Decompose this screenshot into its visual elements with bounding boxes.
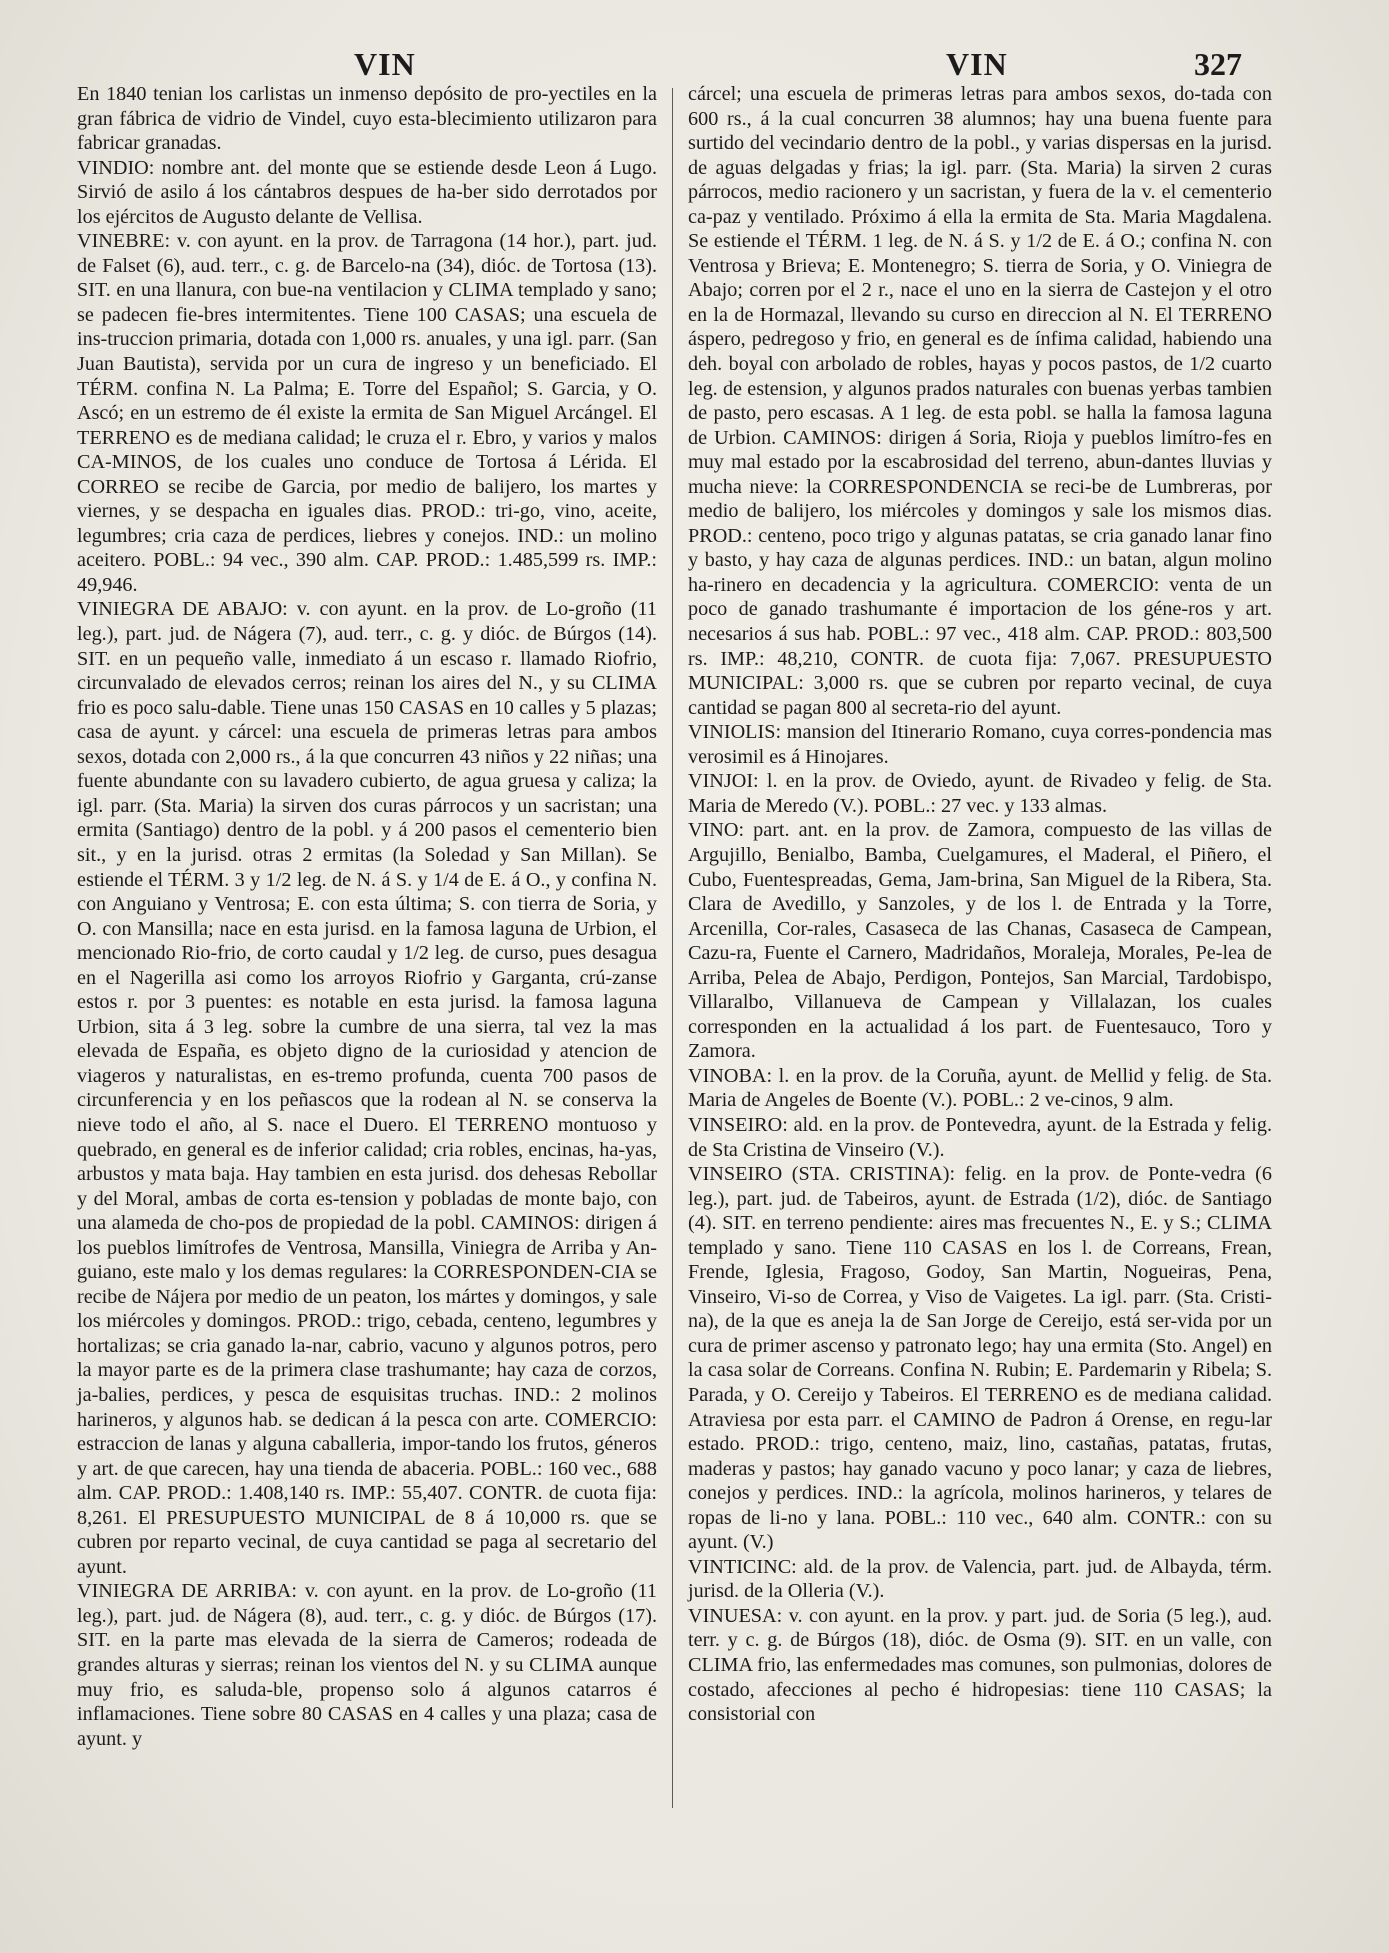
entry-paragraph: VINO: part. ant. en la prov. de Zamora, compuesto de las villas de Argujillo, Benialbo, Bamba, Cuelgamures, el Maderal, el Piñero, el Cubo, Fuentespreadas, Gema, Jam-brina, San Miguel de la Ribera, Sta. Clara de Avedillo, y Sanzoles, y de los l. de Entrada y la Torre, Arcenilla, Cor-rales, Casaseca de las Chanas, Casaseca de Campean, Cazu-ra, Fuente el Carnero, Madridaños, Moraleja, Morales, Pe-lea de Arriba, Pelea de Abajo, Perdigon, Pontejos, San Marcial, Tardobispo, Villaralbo, Villanueva de Campean y Villalazan, los cuales corresponden en la actualidad á los part. de Fuentesauco, Toro y Zamora. <box>688 819 1272 1063</box>
entry-paragraph: VINJOI: l. en la prov. de Oviedo, ayunt. de Rivadeo y felig. de Sta. Maria de Meredo (V.). POBL.: 27 vec. y 133 almas. <box>688 770 1272 817</box>
entry-paragraph: VINIEGRA DE ABAJO: v. con ayunt. en la prov. de Lo-groño (11 leg.), part. jud. de Nágera (7), aud. terr., c. g. y dióc. de Búrgos (14). SIT. en un pequeño valle, inmediato á un escaso r. llamado Riofrio, circunvalado de elevados cerros; reinan los aires del N., y su CLIMA frio es poco salu-dable. Tiene unas 150 CASAS en 10 calles y 5 plazas; casa de ayunt. y cárcel: una escuela de primeras letras para ambos sexos, dotada con 2,000 rs., á la que concurren 43 niños y 22 niñas; una fuente abundante con su lavadero cubierto, de agua gruesa y caliza; la igl. parr. (Sta. Maria) la sirven dos curas párrocos y un sacristan; una ermita (Santiago) dentro de la pobl. y á 200 pasos el cementerio bien sit., y en la jurisd. otras 2 ermitas (la Soledad y San Millan). Se estiende el TÉRM. 3 y 1/2 leg. de N. á S. y 1/4 de E. á O., y confina N. con Anguiano y Ventrosa; E. con esta última; S. con tierra de Soria, y O. con Mansilla; nace en esta jurisd. en la famosa laguna de Urbion, el mencionado Rio-frio, de corto caudal y 1/2 leg. de curso, pues desagua en el Nagerilla asi como los arroyos Riofrio y Garganta, crú-zanse estos r. por 3 puentes: es notable en esta jurisd. la famosa laguna Urbion, sita á 3 leg. sobre la cumbre de una sierra, tal vez la mas elevada de España, es objeto digno de la curiosidad y atencion de viageros y naturalistas, en es-tremo profunda, cuenta 700 pasos de circunferencia y en los peñascos que la rodean al N. se conserva la nieve todo el año, al S. nace el Duero. El TERRENO montuoso y quebrado, en general es de inferior calidad; cria robles, encinas, ha-yas, arbustos y mata baja. Hay tambien en esta jurisd. dos dehesas Rebollar y del Moral, ambas de corta es-tension y pobladas de monte bajo, con una alameda de cho-pos de propiedad de la pobl. CAMINOS: dirigen á los pueblos limítrofes de Ventrosa, Mansilla, Viniegra de Arriba y An-guiano, este malo y los demas regulares: la CORRESPONDEN-CIA se recibe de Nájera por medio de un peaton, los mártes y domingos, y sale los miércoles y domingos. PROD.: trigo, cebada, centeno, legumbres y hortalizas; se cria ganado la-nar, cabrio, vacuno y algunos potros, pero la mayor parte es de la primera clase trashumante; hay caza de corzos, ja-balies, perdices, y pesca de esquisitas truchas. IND.: 2 molinos harineros, y algunos hab. se dedican á la pesca con arte. COMERCIO: estraccion de lanas y alguna caballeria, impor-tando los frutos, géneros y art. de que carecen, hay una tienda de abaceria. POBL.: 160 vec., 688 alm. CAP. PROD.: 1.408,140 rs. IMP.: 55,407. CONTR. de cuota fija: 8,261. El PRESUPUESTO MUNICIPAL de 8 á 10,000 rs. que se cubren por reparto vecinal, de cuya cantidad se paga al secretario del ayunt. <box>77 598 657 1578</box>
entry-paragraph: VINUESA: v. con ayunt. en la prov. y part. jud. de Soria (5 leg.), aud. terr. y c. g. de Búrgos (18), dióc. de Osma (9). SIT. en un valle, con CLIMA frio, las enfermedades mas comunes, son pulmonias, dolores de costado, afecciones al pecho é hidropesias: tiene 110 CASAS; la consistorial con <box>688 1604 1272 1726</box>
header-left-word: VIN <box>354 46 416 82</box>
entry-paragraph: VINIOLIS: mansion del Itinerario Romano, cuya corres-pondencia mas verosimil es á Hinojares. <box>688 721 1272 768</box>
entry-paragraph: VINDIO: nombre ant. del monte que se estiende desde Leon á Lugo. Sirvió de asilo á los cántabros despues de ha-ber sido derrotados por los ejércitos de Augusto delante de Vellisa. <box>77 156 657 228</box>
right-column <box>688 82 1272 1727</box>
page-number: 327 <box>1194 46 1242 82</box>
entry-paragraph: VINTICINC: ald. de la prov. de Valencia, part. jud. de Albayda, térm. jurisd. de la Olleria (V.). <box>688 1555 1272 1603</box>
entry-paragraph: VINEBRE: v. con ayunt. en la prov. de Tarragona (14 hor.), part. jud. de Falset (6), aud. terr., c. g. de Barcelo-na (34), dióc. de Tortosa (13). SIT. en una llanura, con bue-na ventilacion y CLIMA templado y sano; se padecen fie-bres intermitentes. Tiene 100 CASAS; una escuela de ins-truccion primaria, dotada con 1,000 rs. anuales, y una igl. parr. (San Juan Bautista), servida por un cura de ingreso y un beneficiado. El TÉRM. confina N. La Palma; E. Torre del Español; S. Garcia, y O. Ascó; en un estremo de él existe la ermita de San Miguel Arcángel. El TERRENO es de mediana calidad; le cruza el r. Ebro, y varios y malos CA-MINOS, de los cuales uno conduce de Tortosa á Lérida. El CORREO se recibe de Garcia, por medio de balijero, los martes y viernes, y se despacha en iguales dias. PROD.: tri-go, vino, aceite, legumbres; cria caza de perdices, liebres y conejos. IND.: un molino aceitero. POBL.: 94 vec., 390 alm. CAP. PROD.: 1.485,599 rs. IMP.: 49,946. <box>77 230 657 596</box>
entry-paragraph: cárcel; una escuela de primeras letras para ambos sexos, do-tada con 600 rs., á la cual concurren 38 alumnos; hay una buena fuente para surtido del vecindario dentro de la pobl., y varias dispersas en la jurisd. de aguas delgadas y frias; la igl. parr. (Sta. Maria) la sirven 2 curas párrocos, medio racionero y un sacristan, y fuera de la v. el cementerio ca-paz y ventilado. Próximo á ella la ermita de Sta. Maria Magdalena. Se estiende el TÉRM. 1 leg. de N. á S. y 1/2 de E. á O.; confina N. con Ventrosa y Brieva; E. Montenegro; S. tierra de Soria, y O. Viniegra de Abajo; corren por el 2 r., nace el uno en la sierra de Castejon y el otro en la de Hormazal, llevando su curso en direccion al N. El TERRENO áspero, pedregoso y frio, en general es de ínfima calidad, habiendo una deh. boyal con arbolado de robles, hayas y pocos pastos, de 1/2 cuarto leg. de estension, y algunos prados naturales con buenas yerbas tambien de pasto, pero escasas. A 1 leg. de esta pobl. se halla la famosa laguna de Urbion. CAMINOS: dirigen á Soria, Rioja y pueblos limítro-fes en muy mal estado por la escabrosidad del terreno, abun-dantes lluvias y mucha nieve: la CORRESPONDENCIA se reci-be de Lumbreras, por medio de balijero, los miércoles y domingos y sale los mismos dias. PROD.: centeno, poco trigo y algunas patatas, se cria ganado lanar fino y basto, y hay caza de algunas perdices. IND.: un batan, algun molino ha-rinero en decadencia y la agricultura. COMERCIO: venta de un poco de ganado trashumante é importacion de los géne-ros y art. necesarios á sus hab. POBL.: 97 vec., 418 alm. CAP. PROD.: 803,500 rs. IMP.: 48,210, CONTR. de cuota fija: 7,067. PRESUPUESTO MUNICIPAL: 3,000 rs. que se cubren por reparto vecinal, de cuya cantidad se pagan 800 al secreta-rio del ayunt. <box>688 83 1272 719</box>
left-column <box>77 82 657 1751</box>
entry-paragraph: VINOBA: l. en la prov. de la Coruña, ayunt. de Mellid y felig. de Sta. Maria de Angeles de Boente (V.). POBL.: 2 ve-cinos, 9 alm. <box>688 1064 1272 1112</box>
column-divider <box>672 88 673 1808</box>
entry-paragraph: VINSEIRO (STA. CRISTINA): felig. en la prov. de Ponte-vedra (6 leg.), part. jud. de Tabeiros, ayunt. de Estrada (1/2), dióc. de Santiago (4). SIT. en terreno pendiente: aires mas frecuentes N., E. y S.; CLIMA templado y sano. Tiene 110 CASAS en los l. de Correans, Frean, Frende, Iglesia, Fragoso, Godoy, San Martin, Nogueiras, Pena, Vinseiro, Vi-so de Correa, y Viso de Vaigetes. La igl. parr. (Sta. Cristi-na), de la que es aneja la de San Jorge de Cereijo, está ser-vida por un cura de primer ascenso y patronato lego; hay una ermita (Sto. Angel) en la casa solar de Correans. Confina N. Rubin; E. Pardemarin y Ribela; S. Parada, y O. Cereijo y Tabeiros. El TERRENO es de mediana calidad. Atraviesa por esta parr. el CAMINO de Padron á Orense, en regu-lar estado. PROD.: trigo, centeno, maiz, lino, castañas, patatas, frutas, maderas y pastos; hay ganado vacuno y poco lanar; y caza de liebres, conejos y perdices. IND.: la agrícola, molinos harineros, y telares de ropas de li-no y lana. POBL.: 110 vec., 640 alm. CONTR.: con su ayunt. (V.) <box>688 1163 1272 1554</box>
entry-paragraph: En 1840 tenian los carlistas un inmenso depósito de pro-yectiles en la gran fábrica de vidrio de Vindel, cuyo esta-blecimiento utilizaron para fabricar granadas. <box>77 83 657 155</box>
entry-paragraph: VINSEIRO: ald. en la prov. de Pontevedra, ayunt. de la Estrada y felig. de Sta Cristina de Vinseiro (V.). <box>688 1113 1272 1161</box>
header-right-word: VIN <box>946 46 1008 82</box>
entry-paragraph: VINIEGRA DE ARRIBA: v. con ayunt. en la prov. de Lo-groño (11 leg.), part. jud. de Nágera (8), aud. terr., c. g. y dióc. de Búrgos (17). SIT. en la parte mas elevada de la sierra de Cameros; rodeada de grandes alturas y sierras; reinan los vientos del N. y su CLIMA aunque muy frio, es saluda-ble, propenso solo á algunos catarros é inflamaciones. Tiene sobre 80 CASAS en 4 calles y una plaza; casa de ayunt. y <box>77 1580 657 1750</box>
running-header <box>0 40 1389 84</box>
